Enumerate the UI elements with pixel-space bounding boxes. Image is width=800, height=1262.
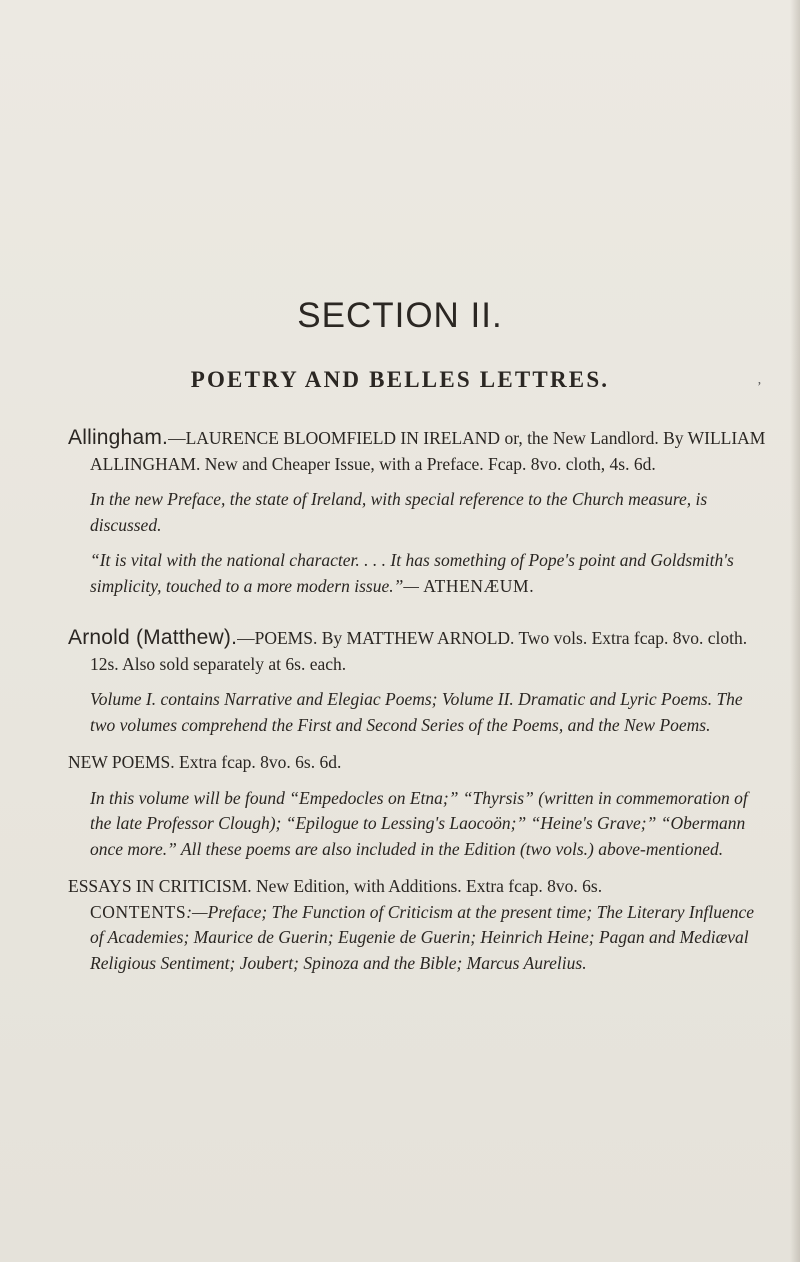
book-details: or, the New Landlord. By WILLIAM ALLINGHAM. New and Cheaper Issue, with a Preface. Fcap. 8vo. cloth, 4s. 6d. (90, 428, 766, 474)
new-poems-note: In this volume will be found “Empedocles on Etna;” “Thyrsis” (written in commemoration of the late Professor Clough); “Epilogue to Lessing's Laocoön;” “Heine's Grave;” “Obermann once more.” All these poems are also included in the Edition (two vols.) above-mentioned. (90, 787, 748, 859)
spacer (68, 611, 768, 625)
preface-note: In the new Preface, the state of Ireland, with special reference to the Church measure, is discussed. (90, 489, 708, 535)
author-name: Arnold (Matthew). (68, 626, 238, 649)
book-title: POEMS. (254, 628, 318, 648)
book-details: Extra fcap. 8vo. 6s. 6d. (179, 752, 342, 772)
contents-list (68, 900, 768, 977)
section-subtitle: POETRY AND BELLES LETTRES. (190, 367, 610, 392)
quote-source: ATHENÆUM. (423, 575, 535, 596)
book-details: By MATTHEW ARNOLD. Two vols. Extra fcap. 8vo. cloth. 12s. Also sold separately at 6s. each. (90, 628, 748, 674)
author-name: Allingham. (68, 426, 169, 449)
entry-arnold (68, 625, 768, 976)
book-details: New Edition, with Additions. Extra fcap. 8vo. 6s. (256, 876, 603, 896)
stray-mark: ’ (757, 380, 762, 395)
book-title: LAURENCE BLOOMFIELD IN IRELAND (185, 428, 501, 448)
dash: — (237, 628, 255, 648)
entry-allingham (68, 425, 768, 599)
essays-heading (68, 874, 768, 900)
new-poems-heading (68, 750, 768, 776)
section-title: SECTION II. (297, 296, 503, 335)
book-title: ESSAYS IN CRITICISM. (68, 876, 252, 896)
entry-heading (68, 625, 768, 677)
contents-text: :—Preface; The Function of Criticism at the present time; The Literary Influence of Academies; Maurice de Guerin; Eugenie de Guerin; Heinrich Heine; Pagan and Mediæval Religious Sentiment; Joubert; Spinoza and the Bible; Marcus Aurelius. (90, 901, 755, 973)
dash: — (168, 428, 186, 448)
review-quote (68, 548, 768, 599)
book-title: NEW POEMS. (68, 752, 175, 772)
contents-label: CONTENTS (90, 901, 187, 922)
volumes-note: Volume I. contains Narrative and Elegiac Poems; Volume II. Dramatic and Lyric Poems. The two volumes comprehend the First and Second Series of the Poems, and the New Poems. (90, 689, 743, 735)
catalogue-content (68, 425, 768, 988)
page-edge-shadow (790, 0, 800, 1262)
entry-heading (68, 425, 768, 477)
quote-text: “It is vital with the national character. . . . It has something of Pope's point and Goldsmith's simplicity, touched to a more modern issue.”— (90, 550, 734, 596)
